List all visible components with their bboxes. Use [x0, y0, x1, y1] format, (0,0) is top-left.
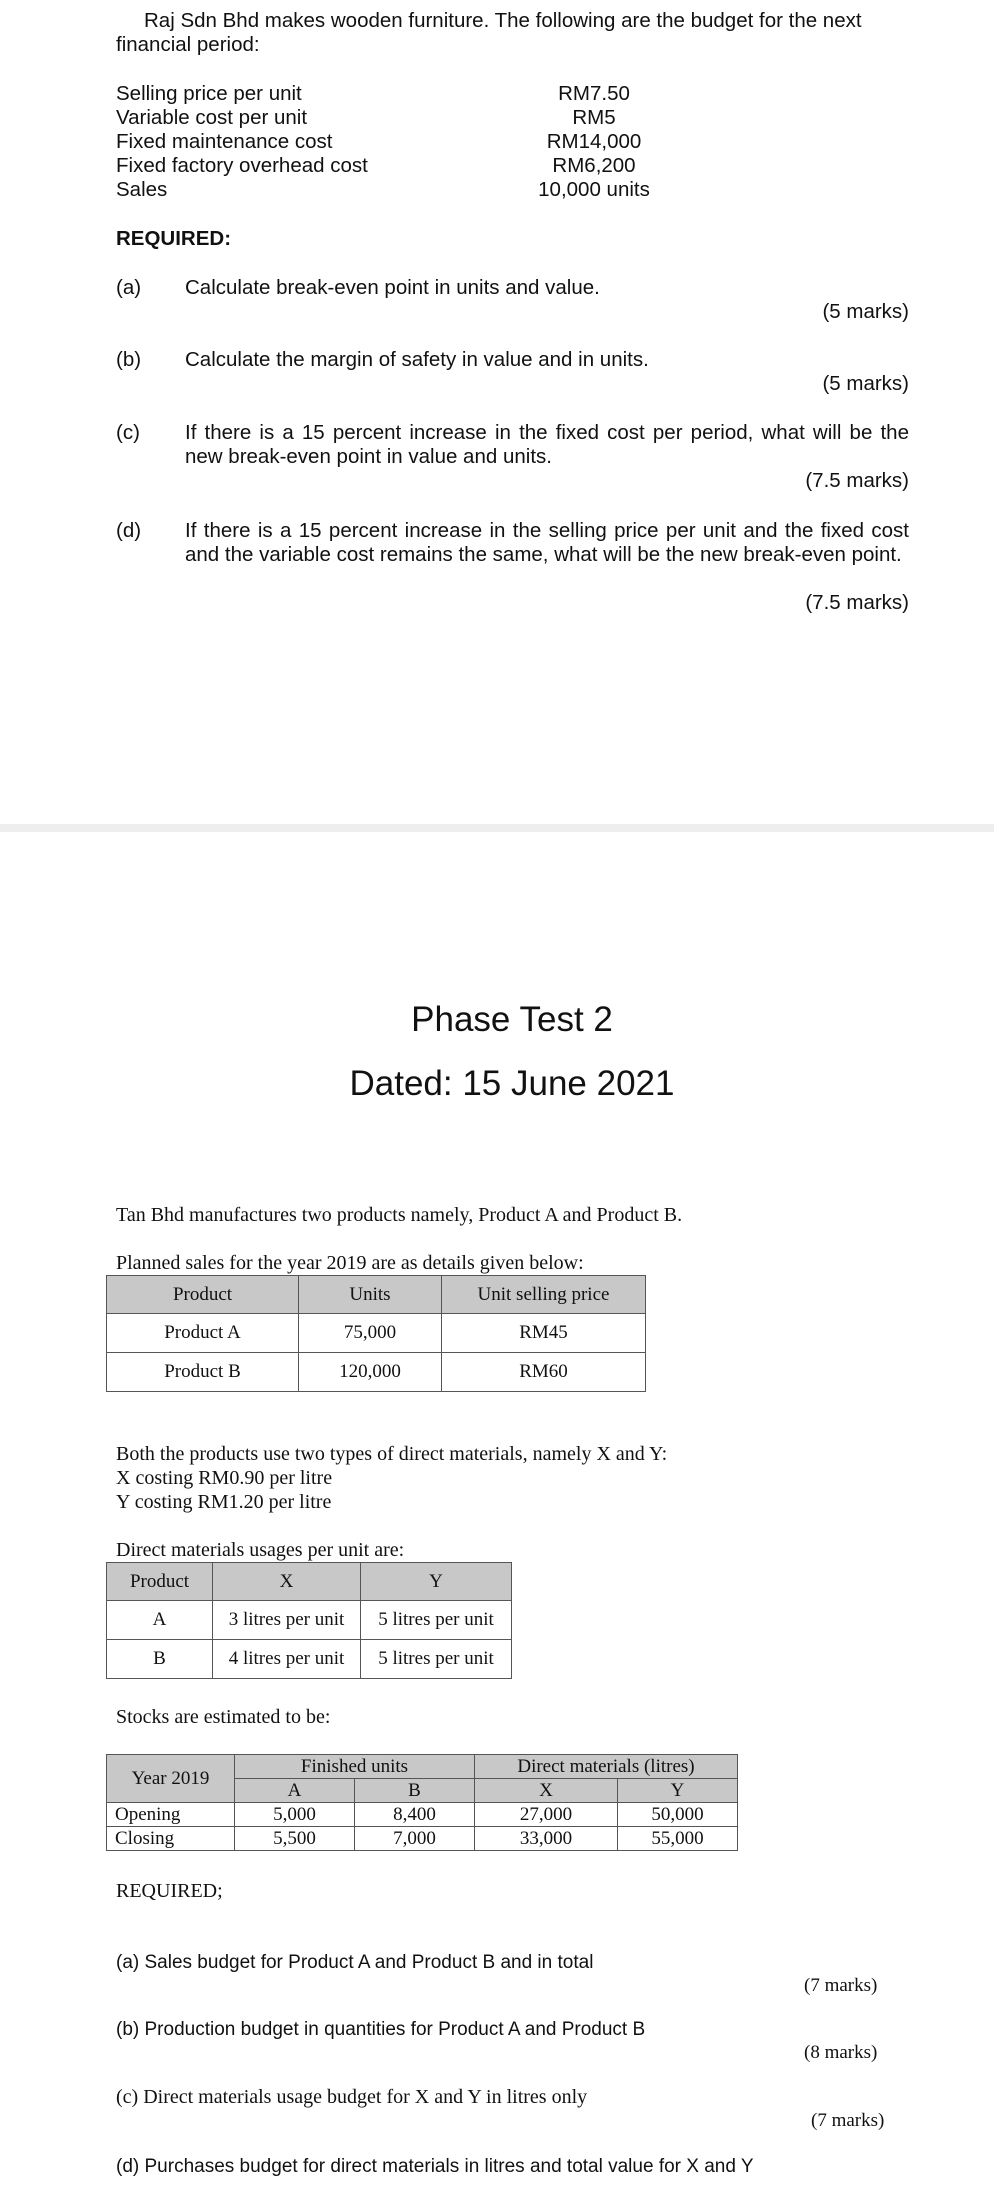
budget-label: Variable cost per unit	[116, 106, 308, 129]
intro-line-2: financial period:	[116, 33, 260, 56]
required-heading: REQUIRED:	[116, 227, 232, 250]
question-letter: (b)	[116, 348, 142, 371]
question-letter: (d)	[116, 519, 142, 542]
page-title: Phase Test 2	[411, 1000, 613, 1039]
question-text: If there is a 15 percent increase in the fixed cost per period, what will be the new break-even point in value and units.	[185, 421, 909, 468]
table-cell: 5 litres per unit	[361, 1601, 512, 1640]
question-marks: (7.5 marks)	[805, 591, 909, 614]
budget-value: RM5	[572, 106, 616, 129]
table-cell: RM60	[442, 1353, 646, 1392]
budget-row	[116, 154, 716, 178]
budget-row	[116, 130, 716, 154]
budget-value: RM6,200	[552, 154, 636, 177]
budget-label: Selling price per unit	[116, 82, 302, 105]
table-cell: Closing	[107, 1827, 235, 1851]
table-cell: 5,500	[235, 1827, 355, 1851]
table-cell: 50,000	[618, 1803, 738, 1827]
table-header: Y	[618, 1779, 738, 1803]
budget-label: Sales	[116, 178, 168, 201]
table-cell: 33,000	[475, 1827, 618, 1851]
table-cell: B	[107, 1640, 213, 1679]
materials-line: Both the products use two types of direct materials, namely X and Y:	[116, 1443, 668, 1465]
table-cell: Opening	[107, 1803, 235, 1827]
page-date: Dated: 15 June 2021	[349, 1064, 675, 1103]
table-header: Direct materials (litres)	[475, 1755, 738, 1779]
budget-value: 10,000 units	[538, 178, 650, 201]
table-cell: 7,000	[355, 1827, 475, 1851]
page-separator	[0, 824, 994, 832]
table-row	[107, 1314, 646, 1353]
table-cell: 27,000	[475, 1803, 618, 1827]
table-header: Finished units	[235, 1755, 475, 1779]
question-text: (a) Sales budget for Product A and Product B and in total	[116, 1952, 594, 1973]
budget-label: Fixed factory overhead cost	[116, 154, 368, 177]
question-text: (d) Purchases budget for direct materials in litres and total value for X and Y	[116, 2156, 754, 2177]
table-row	[107, 1640, 512, 1679]
budget-row	[116, 178, 716, 202]
table-cell: 120,000	[299, 1353, 442, 1392]
budget-label: Fixed maintenance cost	[116, 130, 333, 153]
table-header: Product	[107, 1563, 213, 1601]
question-text: (c) Direct materials usage budget for X and Y in litres only	[116, 2086, 588, 2108]
question-marks: (7 marks)	[804, 1975, 878, 1996]
table-cell: 5,000	[235, 1803, 355, 1827]
intro-line-1: Raj Sdn Bhd makes wooden furniture. The following are the budget for the next	[144, 9, 862, 32]
table-header: B	[355, 1779, 475, 1803]
sales-caption: Planned sales for the year 2019 are as details given below:	[116, 1252, 584, 1274]
question-text: (b) Production budget in quantities for Product A and Product B	[116, 2019, 646, 2040]
intro-paragraph: Tan Bhd manufactures two products namely, Product A and Product B.	[116, 1204, 683, 1226]
table-cell: Product B	[107, 1353, 299, 1392]
table-header: Product	[107, 1276, 299, 1314]
question-marks: (8 marks)	[804, 2042, 878, 2063]
required-heading-2: REQUIRED;	[116, 1880, 223, 1902]
table-header: X	[475, 1779, 618, 1803]
table-row	[107, 1601, 512, 1640]
table-row	[107, 1803, 738, 1827]
table-cell: 5 litres per unit	[361, 1640, 512, 1679]
table-row	[107, 1827, 738, 1851]
table-header: Units	[299, 1276, 442, 1314]
table-cell: 75,000	[299, 1314, 442, 1353]
question-letter: (a)	[116, 276, 142, 299]
question-marks: (7.5 marks)	[805, 469, 909, 492]
question-marks: (5 marks)	[822, 300, 909, 323]
table-header: Y	[361, 1563, 512, 1601]
budget-value: RM14,000	[546, 130, 642, 153]
question-marks: (5 marks)	[822, 372, 909, 395]
table-cell: 4 litres per unit	[213, 1640, 361, 1679]
question-marks: (7 marks)	[811, 2110, 885, 2131]
question-text: If there is a 15 percent increase in the selling price per unit and the fixed cost and the variable cost remains the same, what will be the new break-even point.	[185, 519, 909, 566]
budget-row	[116, 82, 716, 106]
table-cell: 3 litres per unit	[213, 1601, 361, 1640]
question-letter: (c)	[116, 421, 140, 444]
sales-table	[106, 1275, 646, 1392]
table-header: A	[235, 1779, 355, 1803]
usage-table	[106, 1562, 512, 1679]
table-header: Year 2019	[107, 1755, 235, 1803]
table-cell: RM45	[442, 1314, 646, 1353]
usage-caption: Direct materials usages per unit are:	[116, 1539, 405, 1561]
question-text: Calculate the margin of safety in value and in units.	[185, 348, 649, 371]
stocks-table	[106, 1754, 738, 1851]
table-cell: 55,000	[618, 1827, 738, 1851]
materials-line: X costing RM0.90 per litre	[116, 1467, 333, 1489]
table-header: X	[213, 1563, 361, 1601]
stocks-caption: Stocks are estimated to be:	[116, 1706, 331, 1728]
budget-value: RM7.50	[558, 82, 630, 105]
question-text: Calculate break-even point in units and value.	[185, 276, 600, 299]
table-cell: 8,400	[355, 1803, 475, 1827]
budget-row	[116, 106, 716, 130]
table-cell: Product A	[107, 1314, 299, 1353]
materials-line: Y costing RM1.20 per litre	[116, 1491, 332, 1513]
table-cell: A	[107, 1601, 213, 1640]
table-row	[107, 1353, 646, 1392]
table-header: Unit selling price	[442, 1276, 646, 1314]
